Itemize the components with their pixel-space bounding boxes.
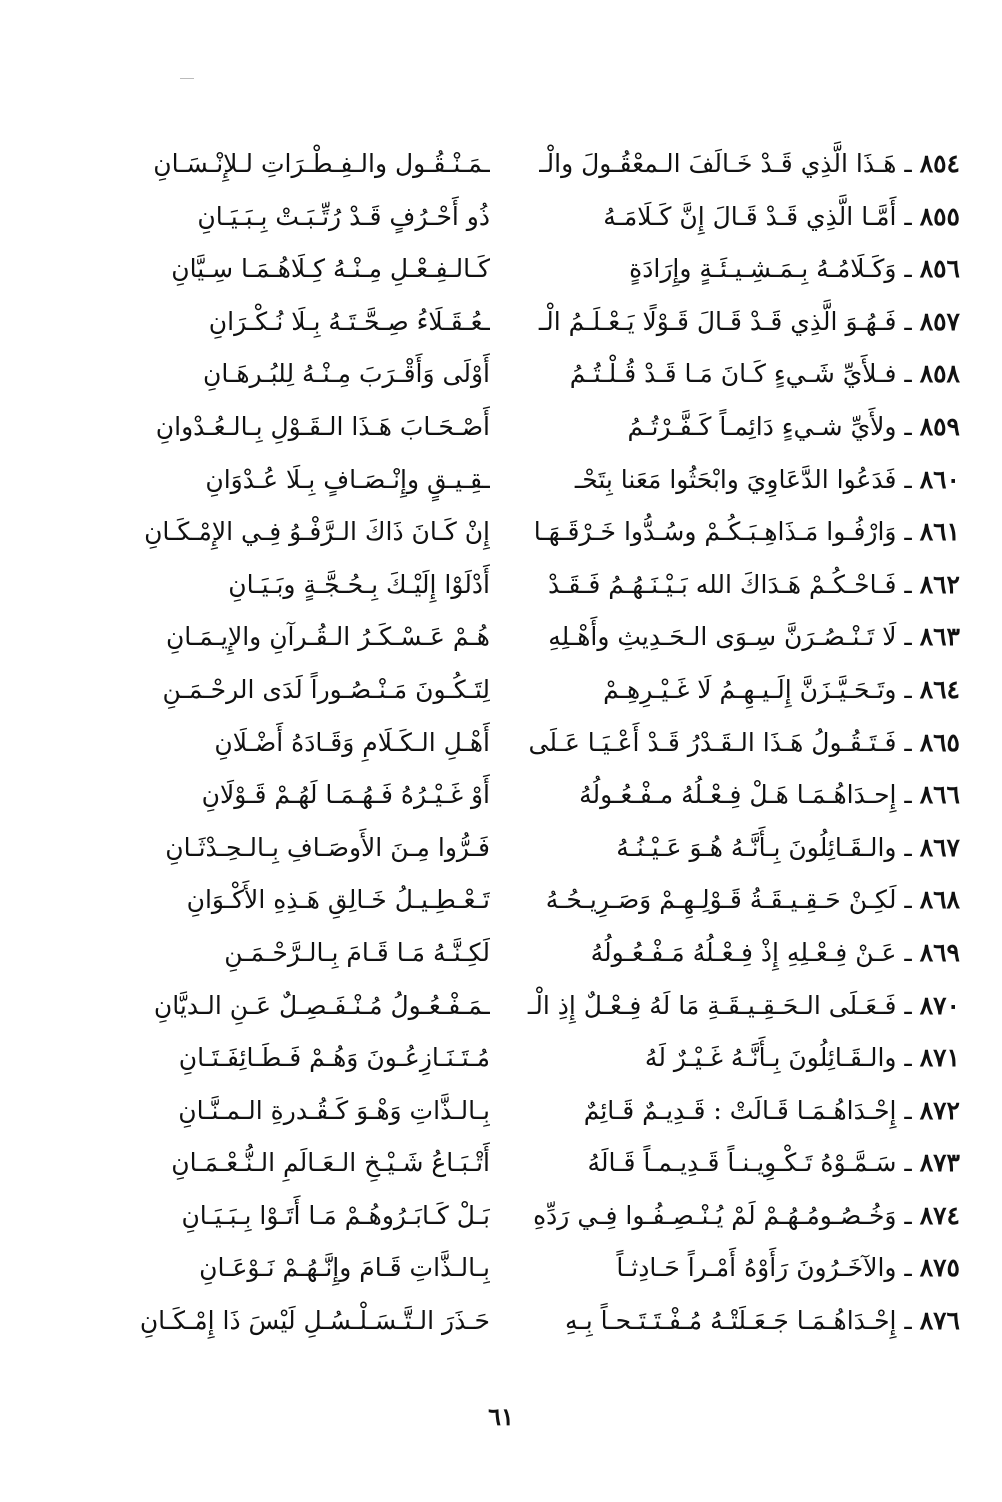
verse-number: ٨٦٣: [919, 622, 960, 652]
verse-number: ٨٥٧: [919, 306, 960, 336]
verse-second-hemistich: إِنْ كَـانَ ذَاكَ الـرَّفْـوُ فِـي الإِمْـكَـانِ: [144, 517, 490, 547]
verse-line: [60, 1242, 960, 1295]
verse-first-text: فَدَعُوا الدَّعَاوِيَ وابْحَثُوا مَعَنا بِتَحْـ: [574, 464, 897, 494]
verse-first-text: إِحـدَاهُـمَـا هَـلْ فِـعْـلُهُ مـفْـعُـولُهُ: [579, 780, 897, 810]
verse-second-hemistich: لَكِـنَّـهُ مَـا قَـامَ بِـالـرَّحْـمَـنِ: [224, 937, 490, 967]
verse-number: ٨٦٦: [919, 780, 960, 810]
verse-line: [60, 191, 960, 244]
verse-number: ٨٧١: [919, 1043, 960, 1073]
verse-line: [60, 454, 960, 507]
verse-first-text: لَا تَـنْـصُـرَنَّ سِـوَى الـحَـدِيثِ وأَهْـلِهِ: [548, 622, 897, 652]
verse-line: [60, 1085, 960, 1138]
verse-number: ٨٦٤: [919, 674, 960, 704]
verse-first-hemistich: ٨٥٧ ـ فَـهُـوَ الَّذِي قَـدْ قَـالَ قَـوْلًا يَـعْـلَـمُ الْـ: [538, 306, 960, 336]
verse-first-hemistich: ٨٦٩ ـ عَـنْ فِـعْـلِهِ إِذْ فِـعْـلُهُ مَـفْـعُـولُهُ: [590, 937, 960, 967]
verse-first-hemistich: ٨٧٠ ـ فَـعَـلَى الـحَـقِـيـقَـةِ مَا لَهُ فِـعْـلٌ إِذِ الْـ: [527, 990, 960, 1020]
verse-second-hemistich: حَـذَرَ الـتَّـسَـلْـسُـلِ لَيْسَ ذَا إِمْـكَـانِ: [139, 1306, 490, 1336]
verse-line: [60, 927, 960, 980]
verse-second-hemistich: بِـالـذَّاتِ وَهْـوَ كَـقُـدرةِ الـمـنَّـانِ: [178, 1095, 490, 1125]
verse-first-text: فَـتَـقُـولُ هَـذَا الـقَـدْرُ قَـدْ أَعْـيَـا عَـلَى: [528, 727, 897, 757]
verse-number: ٨٧٦: [919, 1306, 960, 1336]
verse-second-hemistich: هُـمْ عَـسْـكَـرُ الـقُـرآنِ والإِيـمَـانِ: [165, 622, 490, 652]
verse-line: [60, 296, 960, 349]
verse-line: [60, 506, 960, 559]
verse-line: [60, 1032, 960, 1085]
verse-first-text: وَكَـلَامُـهُ بِـمَـشِـيـئَـةٍ وإِرَادَةٍ: [629, 254, 897, 284]
verse-first-hemistich: ٨٥٩ ـ ولأَيِّ شـيءٍ دَائِمـاً كَـفَّـرْتُـمُ: [627, 411, 960, 441]
verse-line: [60, 822, 960, 875]
verse-first-hemistich: ٨٥٨ ـ فـلأَيِّ شَـيءٍ كَـانَ مَـا قَـدْ قُـلْـتُـمُ: [569, 359, 960, 389]
verse-first-hemistich: ٨٧٥ ـ والآخَـرُونَ رَأَوْهُ أَمْـراً حَـادِثـاً: [616, 1253, 960, 1283]
verse-line: [60, 611, 960, 664]
verse-second-hemistich: أَهْـلِ الـكَـلَامِ وَقَـادَهُ أَضْـلَانِ: [214, 727, 490, 757]
verse-second-hemistich: ـعُـقَـلَاءُ صِـحَّـتَـهُ بِـلَا نُـكْـرَانِ: [208, 306, 490, 336]
verse-line: [60, 1137, 960, 1190]
verse-line: [60, 401, 960, 454]
verse-first-text: والـقَـائِلُونَ بِـأَنَّـهُ غَـيْـرٌ لَهُ: [644, 1043, 897, 1073]
scan-mark: [180, 78, 194, 79]
verse-line: [60, 717, 960, 770]
verse-line: [60, 664, 960, 717]
verse-second-hemistich: بَـلْ كَـابَـرُوهُـمْ مَـا أَتَـوْا بِـبَـيَـانِ: [181, 1200, 490, 1230]
verse-number: ٨٧٠: [919, 990, 960, 1020]
verse-second-hemistich: ـمَـنْـقُـول والـفِـطْـرَاتِ لـلإِنْـسَـانِ: [153, 149, 490, 178]
verse-first-hemistich: ٨٧٤ ـ وَخُـصُـومُـهُـمْ لَمْ يُـنْـصِـفُـوا فِـي رَدِّهِ: [533, 1200, 960, 1230]
verse-number: ٨٦٩: [919, 937, 960, 967]
poem-body: [60, 138, 960, 1348]
verse-second-hemistich: مُـتَـنَـازِعُـونَ وَهُـمْ فَـطَـائِفَـتَـانِ: [178, 1043, 490, 1073]
verse-first-text: والآخَـرُونَ رَأَوْهُ أَمْـراً حَـادِثـاً: [616, 1253, 897, 1283]
verse-number: ٨٦٨: [919, 885, 960, 915]
verse-line: [60, 874, 960, 927]
verse-first-hemistich: ٨٧٣ ـ سَـمَّـوْهُ تَـكْـوِيـنـاً قَـدِيـمـاً قَـالَهُ: [587, 1148, 960, 1178]
verse-first-hemistich: ٨٦٠ ـ فَدَعُوا الدَّعَاوِيَ وابْحَثُوا مَعَنا بِتَحْـ: [574, 464, 960, 494]
verse-first-hemistich: ٨٥٤ ـ هَـذَا الَّذِي قَـدْ خَـالَفَ الـمعْقُـولَ والْـ: [539, 149, 960, 178]
verse-first-hemistich: ٨٦٤ ـ وتَـحَـيَّـزَنَّ إِلَـيـهِـمُ لَا غَـيْـرِهِـمْ: [603, 674, 960, 704]
verse-second-hemistich: بِـالـذَّاتِ قَـامَ وإِنَّـهُـمْ نَـوْعَـانِ: [199, 1253, 490, 1283]
verse-first-text: وَخُـصُـومُـهُـمْ لَمْ يُـنْـصِـفُـوا فِـي رَدِّهِ: [533, 1200, 897, 1230]
verse-line: [60, 1295, 960, 1348]
verse-first-hemistich: ٨٦٧ ـ والـقَـائِلُونَ بِـأَنَّـهُ هُـوَ عَـيْـنُـهُ: [616, 832, 960, 862]
verse-first-text: فَـاحْـكُـمْ هَـدَاكَ الله بَـيْـنَـهُـمُ فَـقَـدْ: [547, 569, 897, 599]
verse-first-hemistich: ٨٥٦ ـ وَكَـلَامُـهُ بِـمَـشِـيـئَـةٍ وإِرَادَةٍ: [629, 254, 960, 284]
verse-first-text: والـقَـائِلُونَ بِـأَنَّـهُ هُـوَ عَـيْـنُـهُ: [616, 832, 897, 862]
verse-first-text: فَـعَـلَى الـحَـقِـيـقَـةِ مَا لَهُ فِـعْـلٌ إِذِ الْـ: [527, 990, 897, 1020]
verse-first-text: وَارْفُـوا مَـذَاهِـبَـكُـمْ وسُـدُّوا خَـرْقَـهَـا: [533, 517, 897, 547]
verse-first-hemistich: ٨٦٨ ـ لَكِـنْ حَـقِـيـقَـةُ قَـوْلِـهِـمْ وَصَـرِيـحُـهُ: [545, 885, 960, 915]
verse-first-text: أَمَّـا الَّذِي قَـدْ قَـالَ إِنَّ كَـلَامَـهُ: [603, 201, 897, 231]
verse-second-hemistich: لِتَـكُـونَ مَـنْـصُـوراً لَدَى الرحْـمَـنِ: [162, 674, 490, 704]
verse-first-hemistich: ٨٧١ ـ والـقَـائِلُونَ بِـأَنَّـهُ غَـيْـرٌ لَهُ: [644, 1043, 960, 1073]
verse-first-text: وتَـحَـيَّـزَنَّ إِلَـيـهِـمُ لَا غَـيْـرِهِـمْ: [603, 674, 897, 704]
verse-number: ٨٥٦: [919, 254, 960, 284]
verse-first-hemistich: ٨٦٢ ـ فَـاحْـكُـمْ هَـدَاكَ الله بَـيْـنَـهُـمُ فَـقَـدْ: [547, 569, 960, 599]
verse-first-text: عَـنْ فِـعْـلِهِ إِذْ فِـعْـلُهُ مَـفْـعُـولُهُ: [590, 937, 897, 967]
verse-number: ٨٦٧: [919, 832, 960, 862]
verse-number: ٨٧٢: [919, 1095, 960, 1125]
verse-first-hemistich: ٨٦٥ ـ فَـتَـقُـولُ هَـذَا الـقَـدْرُ قَـدْ أَعْـيَـا عَـلَى: [528, 727, 960, 757]
verse-number: ٨٧٣: [919, 1148, 960, 1178]
verse-second-hemistich: أَوْ غَـيْـرُهُ فَـهُـمَـا لَهُـمْ قَـوْلَانِ: [201, 780, 490, 810]
verse-second-hemistich: أَدْلَوْا إِلَيْـكَ بِـحُـجَّـةٍ وبَـيَـانِ: [228, 569, 490, 599]
verse-number: ٨٦٠: [919, 464, 960, 494]
verse-line: [60, 769, 960, 822]
verse-line: [60, 559, 960, 612]
verse-first-text: لَكِـنْ حَـقِـيـقَـةُ قَـوْلِـهِـمْ وَصَـرِيـحُـهُ: [545, 885, 897, 915]
verse-line: [60, 243, 960, 296]
verse-first-hemistich: ٨٥٥ ـ أَمَّـا الَّذِي قَـدْ قَـالَ إِنَّ كَـلَامَـهُ: [603, 201, 960, 231]
verse-number: ٨٥٩: [919, 411, 960, 441]
verse-first-text: إِحْـدَاهُـمَـا قَـالَتْ : قَـدِيـمٌ قَـائِمٌ: [583, 1095, 897, 1125]
verse-number: ٨٦١: [919, 517, 960, 547]
page-number: ٦١: [488, 1402, 514, 1431]
verse-line: [60, 980, 960, 1033]
verse-number: ٨٦٢: [919, 569, 960, 599]
verse-line: [60, 1190, 960, 1243]
verse-number: ٨٥٤: [919, 149, 960, 178]
verse-first-hemistich: ٨٦٣ ـ لَا تَـنْـصُـرَنَّ سِـوَى الـحَـدِيثِ وأَهْـلِهِ: [548, 622, 960, 652]
verse-line: [60, 348, 960, 401]
verse-second-hemistich: فَـرُّوا مِـنَ الأَوصَـافِ بِـالـحِـدْثَـانِ: [165, 832, 490, 862]
verse-number: ٨٥٨: [919, 359, 960, 389]
verse-number: ٨٧٥: [919, 1253, 960, 1283]
verse-second-hemistich: كَـالـفِـعْـلِ مِـنْـهُ كِـلَاهُـمَـا سِـيَّانِ: [171, 254, 490, 284]
verse-first-text: ولأَيِّ شـيءٍ دَائِمـاً كَـفَّـرْتُـمُ: [627, 411, 897, 441]
verse-number: ٨٦٥: [919, 727, 960, 757]
verse-second-hemistich: ـقِـيـقٍ وإِنْـصَـافٍ بِـلَا عُـدْوَانِ: [205, 464, 490, 494]
verse-second-hemistich: تَـعْـطِـيـلُ خَـالِقِ هَـذِهِ الأَكْـوَانِ: [186, 885, 490, 915]
verse-first-hemistich: ٨٦٦ ـ إِحـدَاهُـمَـا هَـلْ فِـعْـلُهُ مـفْـعُـولُهُ: [579, 780, 960, 810]
verse-number: ٨٥٥: [919, 201, 960, 231]
verse-second-hemistich: ذُو أَحْـرُفٍ قَـدْ رُتِّـبَـتْ بِـبَـيَـانِ: [197, 201, 490, 231]
verse-first-text: إِحْـدَاهُـمَـا جَـعَـلَتْـهُ مُـفْـتَـتَـحـاً بِـهِ: [565, 1306, 897, 1336]
verse-first-text: هَـذَا الَّذِي قَـدْ خَـالَفَ الـمعْقُـولَ والْـ: [539, 149, 897, 178]
verse-first-hemistich: ٨٧٦ ـ إِحْـدَاهُـمَـا جَـعَـلَتْـهُ مُـفْـتَـتَـحـاً بِـهِ: [565, 1306, 960, 1336]
verse-second-hemistich: أَتْـبَـاعُ شَـيْـخِ الـعَـالَمِ الـنُّـعْـمَـانِ: [171, 1148, 490, 1178]
verse-second-hemistich: أَوْلَى وَأَقْـرَبَ مِـنْـهُ لِلبُـرهَـانِ: [203, 359, 490, 389]
verse-first-text: فـلأَيِّ شَـيءٍ كَـانَ مَـا قَـدْ قُـلْـتُـمُ: [569, 359, 897, 389]
verse-first-hemistich: ٨٦١ ـ وَارْفُـوا مَـذَاهِـبَـكُـمْ وسُـدُّوا خَـرْقَـهَـا: [533, 517, 960, 547]
verse-first-text: فَـهُـوَ الَّذِي قَـدْ قَـالَ قَـوْلًا يَـعْـلَـمُ الْـ: [538, 306, 897, 336]
verse-second-hemistich: ـمَـفْـعُـولُ مُـنْـفَـصِـلٌ عَـنِ الـديَّانِ: [153, 990, 490, 1020]
verse-number: ٨٧٤: [919, 1200, 960, 1230]
verse-second-hemistich: أَصْـحَـابَ هَـذَا الـقَـوْلِ بِـالـعُـدْوانِ: [155, 411, 490, 441]
verse-first-hemistich: ٨٧٢ ـ إِحْـدَاهُـمَـا قَـالَتْ : قَـدِيـمٌ قَـائِمٌ: [583, 1095, 960, 1125]
verse-first-text: سَـمَّـوْهُ تَـكْـوِيـنـاً قَـدِيـمـاً قَـالَهُ: [587, 1148, 897, 1178]
verse-line: [60, 138, 960, 191]
